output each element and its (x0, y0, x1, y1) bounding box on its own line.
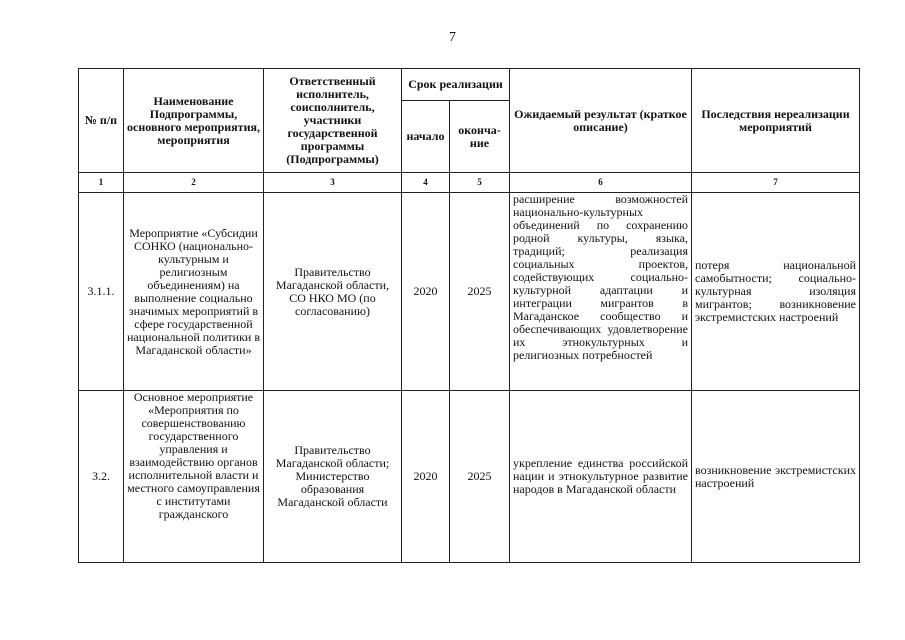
header-responsible: Ответственный исполнитель, соисполнитель, участники государственной программы (Подпрограммы) (264, 69, 402, 173)
row-name: Мероприятие «Субсидии СОНКО (национально-культурным и религиозным объединениям) на выполнение социально значимых мероприятий в сфере государственной национальной политики в Магаданской области» (124, 193, 264, 391)
index-cell: 3 (264, 173, 402, 193)
index-cell: 7 (692, 173, 860, 193)
row-start: 2020 (402, 391, 450, 563)
row-result: укрепление единства российской нации и этнокультурное развитие народов в Магаданской области (510, 391, 692, 563)
row-end: 2025 (450, 193, 510, 391)
row-result: расширение возможностей национально-культурных объединений по сохранению родной культуры, языка, традиций; реализация социальных проектов, содействующих социально-культурной адаптации и интеграции мигрантов в Магаданское сообщество и обеспечивающих удовлетворение их этнокультурных и религиозных потребностей (510, 193, 692, 391)
row-name: Основное мероприятие «Мероприятия по совершенствованию государственного управления и взаимодействию органов исполнительной власти и местного самоуправления с институтами гражданского (124, 391, 264, 563)
row-responsible: Правительство Магаданской области; Министерство образования Магаданской области (264, 391, 402, 563)
header-num: № п/п (79, 69, 124, 173)
table-row (79, 193, 860, 391)
header-consequences: Последствия нереализации мероприятий (692, 69, 860, 173)
index-row (79, 173, 860, 193)
row-start: 2020 (402, 193, 450, 391)
header-start: начало (402, 101, 450, 173)
index-cell: 2 (124, 173, 264, 193)
index-cell: 1 (79, 173, 124, 193)
row-num: 3.1.1. (79, 193, 124, 391)
header-result: Ожидаемый результат (краткое описание) (510, 69, 692, 173)
index-cell: 4 (402, 173, 450, 193)
row-consequences: потеря национальной самобытности; социально-культурная изоляция мигрантов; возникновение экстремистских настроений (692, 193, 860, 391)
program-table (78, 68, 860, 563)
index-cell: 5 (450, 173, 510, 193)
row-responsible: Правительство Магаданской области, СО НКО МО (по согласованию) (264, 193, 402, 391)
row-consequences: возникновение экстремистских настроений (692, 391, 860, 563)
row-num: 3.2. (79, 391, 124, 563)
header-term: Срок реализации (402, 69, 510, 101)
index-cell: 6 (510, 173, 692, 193)
row-end: 2025 (450, 391, 510, 563)
header-name: Наименование Подпрограммы, основного мероприятия, мероприятия (124, 69, 264, 173)
page-number: 7 (449, 30, 456, 45)
header-end: оконча-ние (450, 101, 510, 173)
table-row (79, 391, 860, 563)
